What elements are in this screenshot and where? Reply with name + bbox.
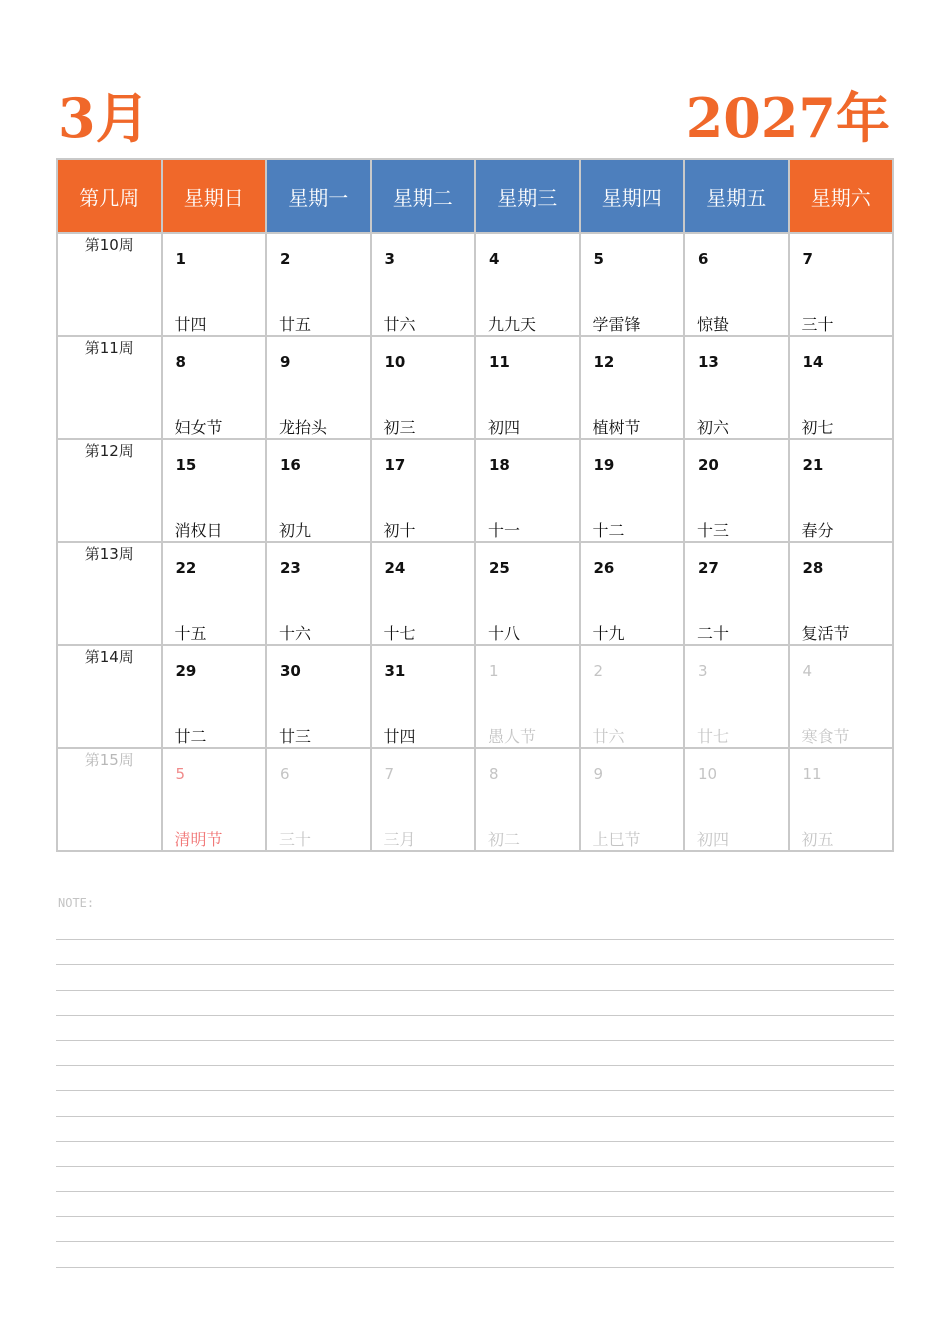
note-line [56, 1192, 894, 1217]
day-cell[interactable] [580, 336, 685, 439]
day-number: 13 [698, 353, 719, 371]
lunar-date-label: 初七 [801, 418, 834, 437]
column-header-tuesday: 星期二 [371, 159, 476, 233]
lunar-date-label: 初九 [279, 521, 312, 540]
week-number-label: 第15周 [57, 748, 162, 851]
day-cell[interactable] [789, 542, 894, 645]
day-number: 20 [698, 456, 719, 474]
day-cell[interactable] [371, 748, 476, 851]
week-row [57, 336, 893, 439]
note-line [56, 1016, 894, 1041]
day-cell[interactable] [789, 748, 894, 851]
week-number-label: 第10周 [57, 233, 162, 336]
day-cell[interactable] [371, 645, 476, 748]
day-cell[interactable] [580, 439, 685, 542]
note-label: NOTE: [58, 896, 95, 910]
week-row [57, 233, 893, 336]
day-cell[interactable] [162, 233, 267, 336]
lunar-date-label: 初四 [488, 418, 521, 437]
day-cell[interactable] [266, 645, 371, 748]
day-number: 2 [280, 250, 291, 268]
lunar-date-label: 寒食节 [801, 727, 850, 746]
day-number: 30 [280, 662, 301, 680]
lunar-date-label: 惊蛰 [697, 315, 730, 334]
day-number: 3 [384, 250, 395, 268]
week-row [57, 439, 893, 542]
day-number: 12 [593, 353, 615, 371]
day-cell[interactable] [162, 542, 267, 645]
lunar-date-label: 廿四 [174, 315, 207, 334]
lunar-date-label: 三十 [279, 830, 312, 849]
lunar-date-label: 学雷锋 [592, 315, 641, 334]
day-number: 7 [802, 250, 813, 268]
note-line [56, 991, 894, 1016]
note-line [56, 965, 894, 990]
day-cell[interactable] [684, 748, 789, 851]
day-number: 23 [280, 559, 301, 577]
column-header-week: 第几周 [57, 159, 162, 233]
note-line [56, 1117, 894, 1142]
day-number: 14 [802, 353, 824, 371]
lunar-date-label: 上巳节 [592, 830, 641, 849]
week-number-label: 第12周 [57, 439, 162, 542]
lunar-date-label: 三十 [801, 315, 834, 334]
day-cell[interactable] [162, 748, 267, 851]
week-row [57, 542, 893, 645]
day-number: 25 [489, 559, 510, 577]
calendar-body [57, 233, 893, 851]
note-lines [56, 915, 894, 1268]
day-cell[interactable] [580, 645, 685, 748]
lunar-date-label: 廿二 [174, 727, 207, 746]
month-title: 3月 [58, 86, 150, 150]
day-cell[interactable] [580, 542, 685, 645]
day-cell[interactable] [789, 336, 894, 439]
day-number: 4 [802, 662, 813, 680]
day-cell[interactable] [266, 233, 371, 336]
lunar-date-label: 初三 [383, 418, 416, 437]
day-number: 16 [280, 456, 301, 474]
note-line [56, 1041, 894, 1066]
day-number: 1 [489, 662, 499, 680]
lunar-date-label: 十九 [592, 624, 625, 643]
calendar-table [56, 158, 894, 852]
lunar-date-label: 十一 [488, 521, 521, 540]
day-cell[interactable] [475, 542, 580, 645]
column-header-friday: 星期五 [684, 159, 789, 233]
day-cell[interactable] [789, 645, 894, 748]
week-number-label: 第14周 [57, 645, 162, 748]
day-cell[interactable] [684, 233, 789, 336]
lunar-date-label: 廿四 [383, 727, 416, 746]
day-cell[interactable] [162, 439, 267, 542]
day-cell[interactable] [475, 645, 580, 748]
day-cell[interactable] [371, 233, 476, 336]
lunar-date-label: 初六 [697, 418, 730, 437]
day-number: 3 [698, 662, 708, 680]
note-line [56, 1242, 894, 1267]
note-line [56, 1066, 894, 1091]
day-number: 24 [384, 559, 406, 577]
lunar-date-label: 廿六 [592, 727, 625, 746]
day-number: 9 [280, 353, 291, 371]
day-number: 11 [802, 765, 822, 783]
day-number: 18 [489, 456, 510, 474]
lunar-date-label: 九九天 [488, 315, 537, 334]
day-number: 29 [175, 662, 197, 680]
day-number: 10 [698, 765, 718, 783]
day-number: 4 [489, 250, 500, 268]
lunar-date-label: 妇女节 [174, 418, 223, 437]
note-line [56, 1167, 894, 1192]
day-number: 6 [280, 765, 290, 783]
lunar-date-label: 廿三 [279, 727, 312, 746]
day-number: 17 [384, 456, 406, 474]
day-number: 26 [593, 559, 615, 577]
note-line [56, 915, 894, 940]
week-row [57, 645, 893, 748]
day-cell[interactable] [789, 233, 894, 336]
lunar-date-label: 植树节 [592, 418, 641, 437]
lunar-date-label: 十六 [279, 624, 312, 643]
lunar-date-label: 消权日 [174, 521, 223, 540]
lunar-date-label: 十二 [592, 521, 625, 540]
day-cell[interactable] [475, 233, 580, 336]
year-title: 2027年 [685, 86, 890, 150]
lunar-date-label: 龙抬头 [279, 418, 328, 437]
day-cell[interactable] [684, 336, 789, 439]
day-cell[interactable] [475, 336, 580, 439]
day-cell[interactable] [371, 439, 476, 542]
lunar-date-label: 愚人节 [488, 727, 537, 746]
column-header-monday: 星期一 [266, 159, 371, 233]
day-number: 19 [593, 456, 615, 474]
day-number: 2 [593, 662, 604, 680]
lunar-date-label: 初四 [697, 830, 730, 849]
lunar-date-label: 廿五 [279, 315, 312, 334]
lunar-date-label: 十七 [383, 624, 416, 643]
day-number: 28 [802, 559, 824, 577]
day-number: 7 [384, 765, 395, 783]
column-header-thursday: 星期四 [580, 159, 685, 233]
day-number: 31 [384, 662, 406, 680]
day-cell[interactable] [266, 542, 371, 645]
day-cell[interactable] [266, 748, 371, 851]
day-number: 8 [489, 765, 499, 783]
note-line [56, 1217, 894, 1242]
lunar-date-label: 十三 [697, 521, 730, 540]
day-cell[interactable] [580, 233, 685, 336]
lunar-date-label: 三月 [383, 830, 416, 849]
day-cell[interactable] [371, 542, 476, 645]
week-number-label: 第11周 [57, 336, 162, 439]
day-number: 22 [175, 559, 197, 577]
day-number: 10 [384, 353, 406, 371]
day-cell[interactable] [162, 645, 267, 748]
day-cell[interactable] [684, 645, 789, 748]
lunar-date-label: 初二 [488, 830, 521, 849]
week-number-label: 第13周 [57, 542, 162, 645]
lunar-date-label: 二十 [697, 624, 730, 643]
day-cell[interactable] [162, 336, 267, 439]
day-number: 27 [698, 559, 719, 577]
day-cell[interactable] [684, 542, 789, 645]
day-number: 9 [593, 765, 604, 783]
week-row [57, 748, 893, 851]
note-line [56, 940, 894, 965]
day-cell[interactable] [580, 748, 685, 851]
day-cell[interactable] [475, 748, 580, 851]
day-cell[interactable] [266, 439, 371, 542]
day-number: 6 [698, 250, 709, 268]
day-number: 15 [175, 456, 197, 474]
lunar-date-label: 初五 [801, 830, 834, 849]
day-number: 8 [175, 353, 186, 371]
column-header-sunday: 星期日 [162, 159, 267, 233]
day-number: 21 [802, 456, 824, 474]
day-cell[interactable] [684, 439, 789, 542]
note-line [56, 1142, 894, 1167]
note-line [56, 1091, 894, 1116]
lunar-date-label: 十五 [174, 624, 207, 643]
day-number: 5 [593, 250, 604, 268]
lunar-date-label: 清明节 [174, 830, 223, 849]
lunar-date-label: 春分 [801, 521, 834, 540]
lunar-date-label: 复活节 [801, 624, 850, 643]
day-cell[interactable] [475, 439, 580, 542]
day-cell[interactable] [789, 439, 894, 542]
lunar-date-label: 初十 [383, 521, 416, 540]
calendar-header-row [57, 159, 893, 233]
day-number: 5 [175, 765, 186, 783]
lunar-date-label: 廿七 [697, 727, 730, 746]
lunar-date-label: 十八 [488, 624, 521, 643]
day-cell[interactable] [266, 336, 371, 439]
day-number: 11 [489, 353, 510, 371]
column-header-wednesday: 星期三 [475, 159, 580, 233]
lunar-date-label: 廿六 [383, 315, 416, 334]
day-cell[interactable] [371, 336, 476, 439]
column-header-saturday: 星期六 [789, 159, 894, 233]
day-number: 1 [175, 250, 186, 268]
